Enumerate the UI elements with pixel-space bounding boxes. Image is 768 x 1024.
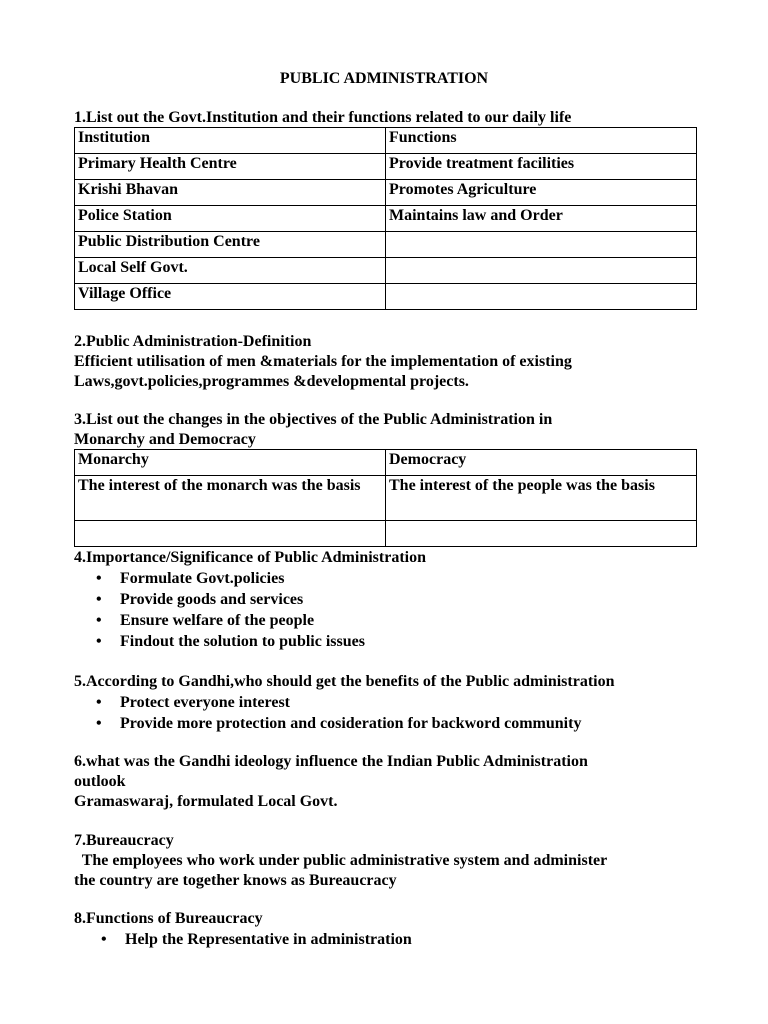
q3-heading-line-2: Monarchy and Democracy: [74, 431, 256, 448]
list-item: • Ensure welfare of the people: [74, 611, 365, 632]
q2-heading: 2.Public Administration-Definition: [74, 333, 312, 350]
table-cell: [386, 284, 697, 310]
header-cell: Monarchy: [75, 450, 386, 476]
table-header-row: [75, 450, 697, 476]
table-header-row: [75, 128, 697, 154]
list-item: • Protect everyone interest: [74, 693, 581, 714]
page-title: PUBLIC ADMINISTRATION: [279, 70, 489, 87]
table-row: [75, 476, 697, 521]
q4-heading: 4.Importance/Significance of Public Administration: [74, 549, 426, 566]
table-row: [75, 258, 697, 284]
header-cell: Democracy: [386, 450, 697, 476]
list-item: • Formulate Govt.policies: [74, 569, 365, 590]
table-cell: Krishi Bhavan: [75, 180, 386, 206]
monarchy-democracy-table: [74, 449, 697, 547]
table-row: [75, 521, 697, 547]
table-row: [75, 232, 697, 258]
q7-answer-line-2: the country are together knows as Bureaucracy: [74, 872, 397, 889]
table-cell: The interest of the monarch was the basis: [75, 476, 386, 521]
q5-heading: 5.According to Gandhi,who should get the benefits of the Public administration: [74, 673, 615, 690]
table-cell: [75, 521, 386, 547]
table-row: [75, 180, 697, 206]
table-cell: [386, 258, 697, 284]
list-item: • Findout the solution to public issues: [74, 632, 365, 653]
q7-heading: 7.Bureaucracy: [74, 832, 174, 849]
header-cell: Functions: [386, 128, 697, 154]
q8-list: [79, 930, 412, 951]
list-item: • Provide goods and services: [74, 590, 365, 611]
table-cell: Primary Health Centre: [75, 154, 386, 180]
header-cell: Institution: [75, 128, 386, 154]
table-row: [75, 154, 697, 180]
table-cell: Maintains law and Order: [386, 206, 697, 232]
q7-answer-line-1: The employees who work under public administrative system and administer: [74, 852, 608, 869]
institution-table: [74, 127, 697, 310]
table-cell: Police Station: [75, 206, 386, 232]
q6-answer: Gramaswaraj, formulated Local Govt.: [74, 793, 338, 810]
table-cell: Village Office: [75, 284, 386, 310]
table-cell: [386, 521, 697, 547]
q2-answer-line-2: Laws,govt.policies,programmes &developmental projects.: [74, 373, 469, 390]
table-cell: Provide treatment facilities: [386, 154, 697, 180]
table-row: [75, 206, 697, 232]
table-cell: Promotes Agriculture: [386, 180, 697, 206]
table-cell: The interest of the people was the basis: [386, 476, 697, 521]
table-row: [75, 284, 697, 310]
q3-heading-line-1: 3.List out the changes in the objectives of the Public Administration in: [74, 411, 553, 428]
q6-heading-line-1: 6.what was the Gandhi ideology influence the Indian Public Administration: [74, 753, 588, 770]
q5-list: [74, 693, 581, 735]
q8-heading: 8.Functions of Bureaucracy: [74, 910, 263, 927]
q4-list: [74, 569, 365, 653]
table-cell: Public Distribution Centre: [75, 232, 386, 258]
q1-heading: 1.List out the Govt.Institution and their functions related to our daily life: [74, 109, 572, 126]
q2-answer-line-1: Efficient utilisation of men &materials for the implementation of existing: [74, 353, 572, 370]
table-cell: [386, 232, 697, 258]
list-item: • Provide more protection and cosideration for backword community: [74, 714, 581, 735]
list-item: • Help the Representative in administration: [79, 930, 412, 951]
table-cell: Local Self Govt.: [75, 258, 386, 284]
q6-heading-line-2: outlook: [74, 773, 126, 790]
